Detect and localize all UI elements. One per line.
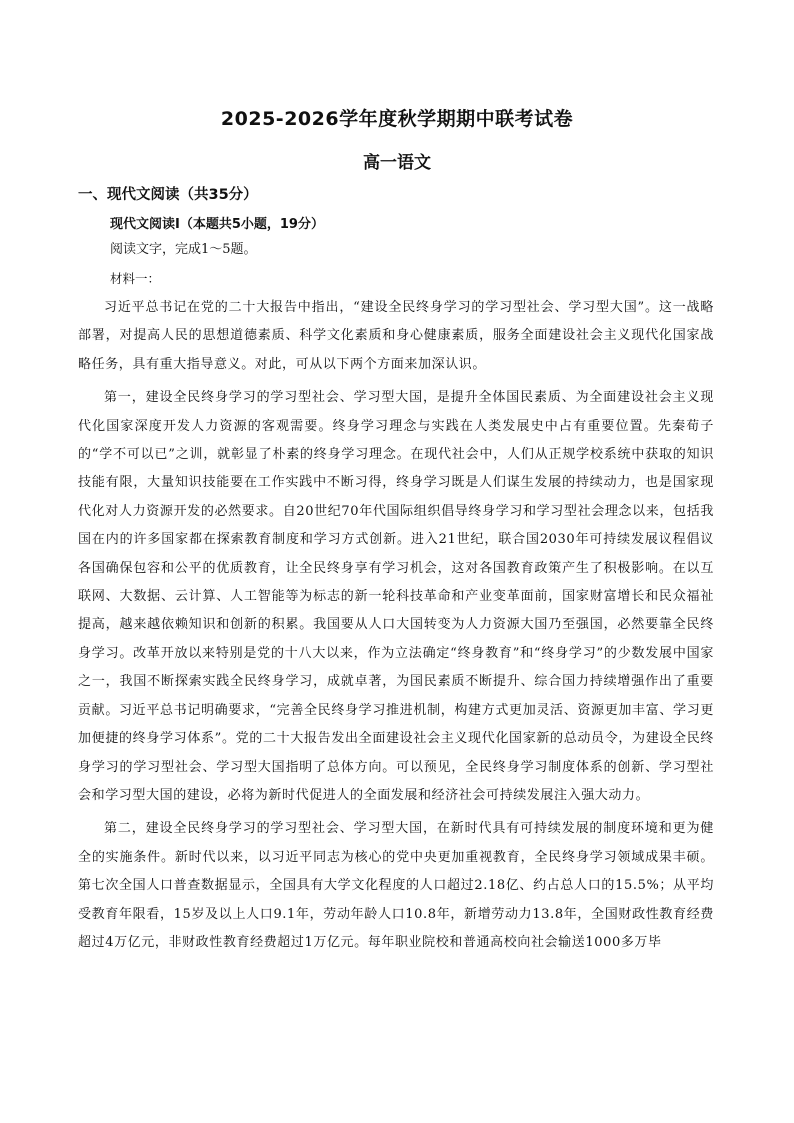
paragraph-1: 习近平总书记在党的二十大报告中指出，“建设全民终身学习的学习型社会、学习型大国”。这一战略部署，对提高人民的思想道德素质、科学文化素质和身心健康素质，服务全面建设社会主义现代化国家战略任务，具有重大指导意义。对此，可从以下两个方面来加深认识。 — [78, 300, 714, 372]
exam-title: 2025-2026学年度秋学期期中联考试卷 — [220, 108, 574, 130]
paragraph-2: 第一，建设全民终身学习的学习型社会、学习型大国，是提升全体国民素质、为全面建设社会主义现代化国家深度开发人力资源的客观需要。终身学习理念与实践在人类发展史中占有重要位置。先秦荀子的“学不可以已”之训，就彰显了朴素的终身学习理念。在现代社会中，人们从正规学校系统中获取的知识技能有限，大量知识技能要在工作实践中不断习得，终身学习既是人们谋生发展的持续动力，也是国家现代化对人力资源开发的必然要求。自20世纪70年代国际组织倡导终身学习和学习型社会理念以来，包括我国在内的许多国家都在探索教育制度和学习方式创新。进入21世纪，联合国2030年可持续发展议程倡议各国确保包容和公平的优质教育，让全民终身享有学习机会，这对各国教育政策产生了积极影响。在以互联网、大数据、云计算、人工智能等为标志的新一轮科技革命和产业变革面前，国家财富增长和民众福祉提高，越来越依赖知识和创新的积累。我国要从人口大国转变为人力资源大国乃至强国，必然要靠全民终身学习。改革开放以来特别是党的十八大以来，作为立法确定“终身教育”和“终身学习”的少数发展中国家之一，我国不断探索实践全民终身学习，成就卓著，为国民素质不断提升、综合国力持续增强作出了重要贡献。习近平总书记明确要求，“完善全民终身学习推进机制，构建方式更加灵活、资源更加丰富、学习更加便捷的终身学习体系”。党的二十大报告发出全面建设社会主义现代化国家新的总动员令，为建设全民终身学习的学习型社会、学习型大国指明了总体方向。可以预见，全民终身学习制度体系的创新、学习型社会和学习型大国的建设，必将为新时代促进人的全面发展和经济社会可持续发展注入强大动力。 — [78, 390, 714, 803]
paragraph-3: 第二，建设全民终身学习的学习型社会、学习型大国，在新时代具有可持续发展的制度环境和更为健全的实施条件。新时代以来，以习近平同志为核心的党中央更加重视教育，全民终身学习领域成果丰硕。第七次全国人口普查数据显示，全国具有大学文化程度的人口超过2.18亿、约占总人口的15.5%；从平均受教育年限看，15岁及以上人口9.1年，劳动年龄人口10.8年，新增劳动力13.8年，全国财政性教育经费超过4万亿元，非财政性教育经费超过1万亿元。每年职业院校和普通高校向社会输送1000多万毕 — [78, 821, 714, 950]
sub-heading: 现代文阅读Ⅰ（本题共5小题，19分） — [110, 217, 324, 232]
article-body — [78, 294, 714, 962]
material-label: 材料一： — [110, 271, 161, 286]
subject-title: 高一语文 — [363, 153, 431, 173]
section-heading: 一、现代文阅读（共35分） — [78, 187, 258, 203]
reading-instruction: 阅读文字，完成1～5题。 — [110, 242, 257, 257]
